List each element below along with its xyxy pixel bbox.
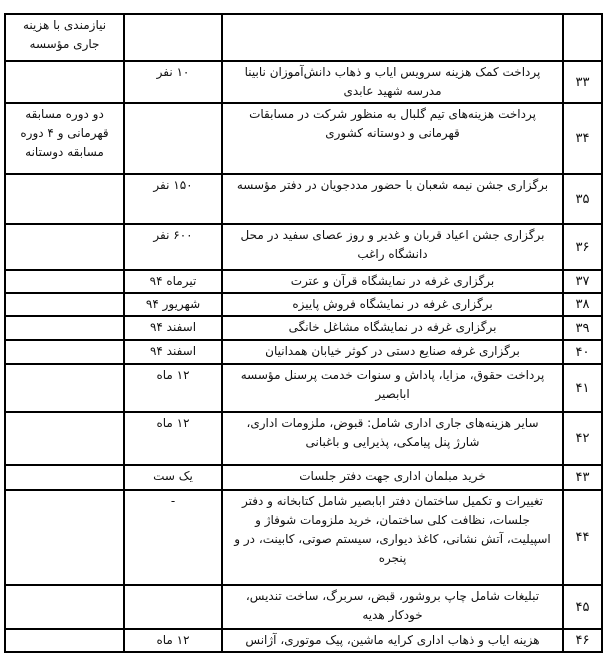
row-number: ۳۷ (563, 270, 602, 293)
row-description: پرداخت کمک هزینه سرویس ایاب و ذهاب دانش‌آموزان نابینا مدرسه شهید عابدی (222, 61, 563, 103)
row-note (5, 412, 124, 465)
row-quantity (124, 14, 222, 61)
row-number: ۴۴ (563, 490, 602, 585)
row-quantity: اسفند ۹۴ (124, 340, 222, 364)
row-description: تبلیغات شامل چاپ بروشور، قبض، سربرگ، ساخت تندیس، خودکار هدیه (222, 585, 563, 629)
row-number: ۴۰ (563, 340, 602, 364)
row-quantity: شهریور ۹۴ (124, 293, 222, 316)
table-row (5, 61, 602, 103)
row-note (5, 340, 124, 364)
row-note: نیازمندی با هزینه جاری مؤسسه (5, 14, 124, 61)
row-description: پرداخت حقوق، مزایا، پاداش و سنوات خدمت پرسنل مؤسسه ابابصیر (222, 364, 563, 412)
row-number: ۴۱ (563, 364, 602, 412)
row-number: ۳۸ (563, 293, 602, 316)
row-note (5, 585, 124, 629)
row-note (5, 316, 124, 340)
row-note (5, 224, 124, 270)
row-quantity: ۱۵۰ نفر (124, 174, 222, 224)
row-quantity: ۱۲ ماه (124, 412, 222, 465)
table-row (5, 14, 602, 61)
table-row (5, 340, 602, 364)
row-description: برگزاری غرفه در نمایشگاه قرآن و عترت (222, 270, 563, 293)
table-row (5, 103, 602, 174)
row-note (5, 174, 124, 224)
row-quantity: اسفند ۹۴ (124, 316, 222, 340)
row-note (5, 490, 124, 585)
table-row (5, 490, 602, 585)
row-note (5, 629, 124, 652)
table-row (5, 629, 602, 652)
row-number: ۴۵ (563, 585, 602, 629)
table-row (5, 585, 602, 629)
table-row (5, 316, 602, 340)
table-row (5, 364, 602, 412)
row-note (5, 364, 124, 412)
row-quantity: تیرماه ۹۴ (124, 270, 222, 293)
row-number: ۳۴ (563, 103, 602, 174)
table-row (5, 412, 602, 465)
row-note (5, 293, 124, 316)
row-quantity: - (124, 490, 222, 585)
row-quantity: ۱۰ نفر (124, 61, 222, 103)
row-number: ۳۳ (563, 61, 602, 103)
row-number: ۴۲ (563, 412, 602, 465)
row-note (5, 270, 124, 293)
row-description: خرید مبلمان اداری جهت دفتر جلسات (222, 465, 563, 490)
table-row (5, 293, 602, 316)
row-number: ۳۹ (563, 316, 602, 340)
row-quantity: ۱۲ ماه (124, 364, 222, 412)
row-description: برگزاری جشن نیمه شعبان با حضور مددجویان در دفتر مؤسسه (222, 174, 563, 224)
row-description: تغییرات و تکمیل ساختمان دفتر ابابصیر شامل کتابخانه و دفتر جلسات، نظافت کلی ساختمان، خرید ملزومات شوفاژ و اسپیلیت، آتش نشانی، کاغذ دیواری، سیستم صوتی، کابینت، در و پنجره (222, 490, 563, 585)
row-number: ۳۶ (563, 224, 602, 270)
row-number: ۳۵ (563, 174, 602, 224)
table-row (5, 224, 602, 270)
table-row (5, 465, 602, 490)
row-note (5, 465, 124, 490)
row-number: ۴۳ (563, 465, 602, 490)
row-note (5, 61, 124, 103)
row-description: برگزاری جشن اعیاد قربان و غدیر و روز عصای سفید در محل دانشگاه راغب (222, 224, 563, 270)
row-quantity: یک ست (124, 465, 222, 490)
row-number (563, 14, 602, 61)
row-description: سایر هزینه‌های جاری اداری شامل: قبوض، ملزومات اداری، شارژ پنل پیامکی، پذیرایی و باغبانی (222, 412, 563, 465)
row-description: برگزاری غرفه صنایع دستی در کوثر خیابان همدانیان (222, 340, 563, 364)
row-description: پرداخت هزینه‌های تیم گلبال به منظور شرکت در مسابقات قهرمانی و دوستانه کشوری (222, 103, 563, 174)
row-description: برگزاری غرفه در نمایشگاه فروش پاییزه (222, 293, 563, 316)
row-number: ۴۶ (563, 629, 602, 652)
row-description (222, 14, 563, 61)
row-quantity (124, 585, 222, 629)
table-row (5, 270, 602, 293)
row-quantity (124, 103, 222, 174)
row-quantity: ۱۲ ماه (124, 629, 222, 652)
row-description: هزینه ایاب و ذهاب اداری کرایه ماشین، پیک موتوری، آژانس (222, 629, 563, 652)
table-row (5, 174, 602, 224)
row-quantity: ۶۰۰ نفر (124, 224, 222, 270)
expense-table (4, 13, 603, 653)
row-description: برگزاری غرفه در نمایشگاه مشاغل خانگی (222, 316, 563, 340)
row-note: دو دوره مسابقه قهرمانی و ۴ دوره مسابقه دوستانه (5, 103, 124, 174)
